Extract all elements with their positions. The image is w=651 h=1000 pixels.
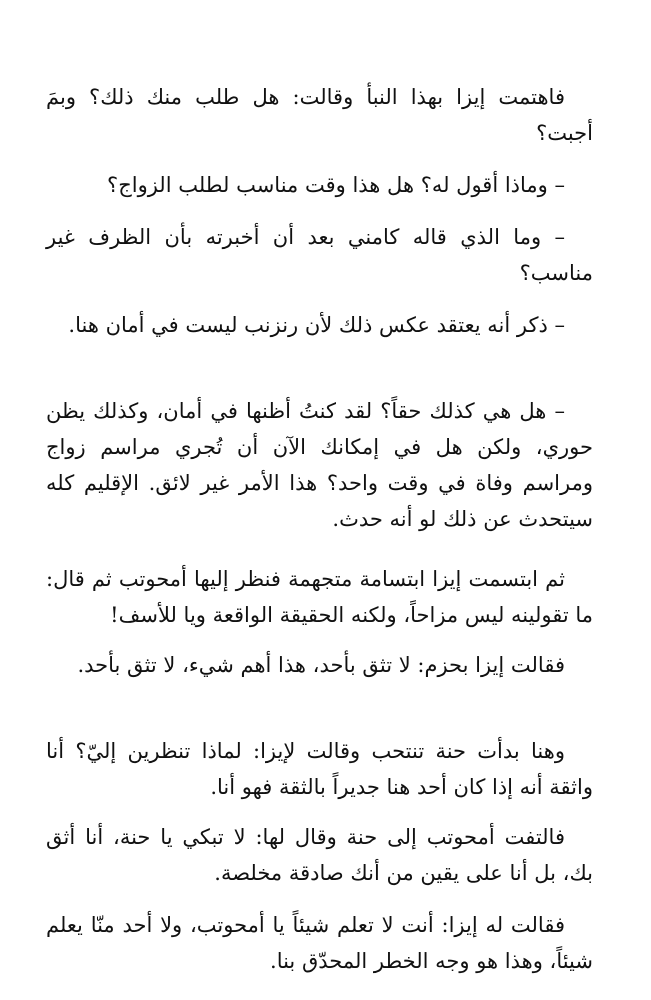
paragraph-5: – هل هي كذلك حقاً؟ لقد كنتُ أظنها في أمان، وكذلك يظن حوري، ولكن هل في إمكانك الآن أن تُجري مراسم زواج ومراسم وفاة في وقت واحد؟ هذا الأمر غير لائق. الإقليم كله سيتحدث عن ذلك لو أنه حدث. [46, 399, 593, 531]
paragraph-8: وهنا بدأت حنة تنتحب وقالت لإيزا: لماذا تنظرين إليّ؟ أنا واثقة أنه إذا كان أحد هنا جديراً بالثقة فهو أنا. [46, 739, 593, 799]
paragraph-9: فالتفت أمحوتب إلى حنة وقال لها: لا تبكي يا حنة، أنا أثق بك، بل أنا على يقين من أنك صادقة مخلصة. [46, 825, 593, 885]
paragraph-3: – وما الذي قاله كامني بعد أن أخبرته بأن الظرف غير مناسب؟ [46, 225, 593, 285]
paragraph-1: فاهتمت إيزا بهذا النبأ وقالت: هل طلب منك ذلك؟ وبمَ أجبت؟ [46, 85, 593, 145]
paragraph-7: فقالت إيزا بحزم: لا تثق بأحد، هذا أهم شيء، لا تثق بأحد. [77, 653, 565, 677]
paragraph-10: فقالت له إيزا: أنت لا تعلم شيئاً يا أمحوتب، ولا أحد منّا يعلم شيئاً، وهذا هو وجه الخطر المحدّق بنا. [46, 913, 593, 973]
paragraph-2: – وماذا أقول له؟ هل هذا وقت مناسب لطلب الزواج؟ [107, 173, 565, 197]
paragraph-6: ثم ابتسمت إيزا ابتسامة متجهمة فنظر إليها أمحوتب ثم قال: ما تقولينه ليس مزاحاً، ولكنه الحقيقة الواقعة ويا للأسف! [46, 567, 593, 627]
paragraph-4: – ذكر أنه يعتقد عكس ذلك لأن رنزنب ليست في أمان هنا. [68, 313, 565, 337]
